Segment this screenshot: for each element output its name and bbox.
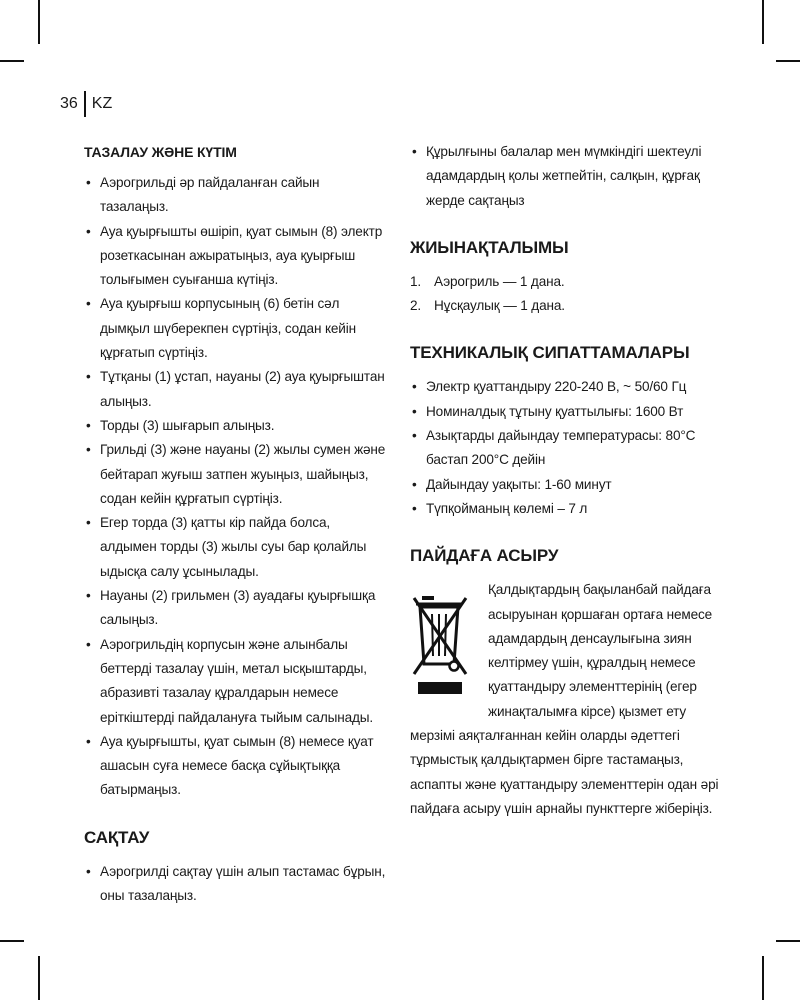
crop-mark [762, 0, 764, 44]
list-item: • Грильді (3) және науаны (2) жылы сумен және бейтарап жуғыш затпен жуыңыз, шайыңыз, содан кейін құрғатып сүртіңіз. [84, 438, 386, 511]
recycling-section [410, 578, 722, 821]
cleaning-list [84, 171, 386, 803]
list-item: • Құрылғыны балалар мен мүмкіндігі шектеулі адамдардың қолы жетпейтін, салқын, құрғақ жерде сақтаңыз [410, 140, 722, 213]
item-number: 2. [410, 298, 422, 314]
contents-title: ЖИЫНАҚТАЛЫМЫ [410, 237, 569, 257]
list-item: • Ауа қуырғышты өшіріп, қуат сымын (8) электр розеткасынан ажыратыңыз, ауа қуырғыш толығымен суығанша күтіңіз. [84, 220, 386, 293]
language-code: KZ [91, 95, 113, 112]
list-item: • Ауа қуырғышты, қуат сымын (8) немесе қуат ашасын суға немесе басқа сұйықтыққа батырмаңыз. [84, 730, 386, 803]
list-item: • Азықтарды дайындау температурасы: 80°С бастап 200°С дейін [410, 424, 722, 473]
storage-title: САҚТАУ [84, 827, 150, 847]
list-item: • Науаны (2) грильмен (3) ауадағы қуырғышқа салыңыз. [84, 584, 386, 633]
list-item: • Торды (3) шығарып алыңыз. [84, 414, 386, 438]
item-text: Нұсқаулық — 1 дана. [434, 298, 565, 314]
cleaning-title: ТАЗАЛАУ ЖӘНЕ КҮТІМ [84, 144, 237, 160]
list-item: • Аэрогрилді сақтау үшін алып тастамас бұрын, оны тазалаңыз. [84, 860, 386, 909]
list-item [410, 270, 722, 294]
crossed-out-wheelie-bin-icon [410, 592, 470, 700]
specs-list [410, 375, 722, 521]
crop-mark [38, 0, 40, 44]
list-item: • Дайындау уақыты: 1-60 минут [410, 473, 722, 497]
list-item: • Аэрогрильдің корпусын және алынбалы беттерді тазалау үшін, метал ысқыштарды, абразивті тазалау құралдарын немесе еріткіштерді пайдалануға тыйым салынады. [84, 633, 386, 730]
item-text: Аэрогриль — 1 дана. [434, 273, 565, 289]
crop-mark [776, 60, 800, 62]
list-item: • Тұтқаны (1) ұстап, науаны (2) ауа қуырғыштан алыңыз. [84, 365, 386, 414]
specs-title: ТЕХНИКАЛЫҚ СИПАТТАМАЛАРЫ [410, 343, 690, 363]
page-header [60, 92, 112, 116]
list-item: • Электр қуаттандыру 220-240 В, ~ 50/60 Гц [410, 375, 722, 399]
crop-mark [38, 956, 40, 1000]
storage-list [84, 860, 386, 909]
list-item: • Аэрогрильді әр пайдаланған сайын тазалаңыз. [84, 171, 386, 220]
header-divider [84, 91, 86, 117]
crop-mark [0, 60, 24, 62]
crop-mark [762, 956, 764, 1000]
right-column [410, 140, 722, 821]
list-item: • Номиналдық тұтыну қуаттылығы: 1600 Вт [410, 400, 722, 424]
list-item: • Түпқойманың көлемі – 7 л [410, 497, 722, 521]
recycling-text: Қалдықтардың бақыланбай пайдаға асыруынан қоршаған ортаға немесе адамдардың денсаулығына зиян келтірмеу үшін, құралдың немесе қуаттандыру элементтерінің (егер жинақталымға кірсе) қызмет ету мерзімі аяқталғаннан кейін оларды әдеттегі тұрмыстық қалдықтармен бірге тастамаңыз, аспапты және қуаттандыру элементтерін одан әрі пайдаға асыру үшін арнайы пункттерге жіберіңіз. [410, 582, 719, 816]
list-item [410, 294, 722, 318]
item-number: 1. [410, 273, 422, 289]
contents-list [410, 270, 722, 319]
left-column [84, 140, 386, 908]
page-number: 36 [60, 95, 78, 112]
crop-mark [776, 940, 800, 942]
crop-mark [0, 940, 24, 942]
recycling-title: ПАЙДАҒА АСЫРУ [410, 546, 559, 566]
storage-list-continued [410, 140, 722, 213]
list-item: • Ауа қуырғыш корпусының (6) бетін сәл дымқыл шүберекпен сүртіңіз, содан кейін құрғатып сүртіңіз. [84, 292, 386, 365]
list-item: • Егер торда (3) қатты кір пайда болса, алдымен торды (3) жылы суы бар қолайлы ыдысқа салу ұсынылады. [84, 511, 386, 584]
